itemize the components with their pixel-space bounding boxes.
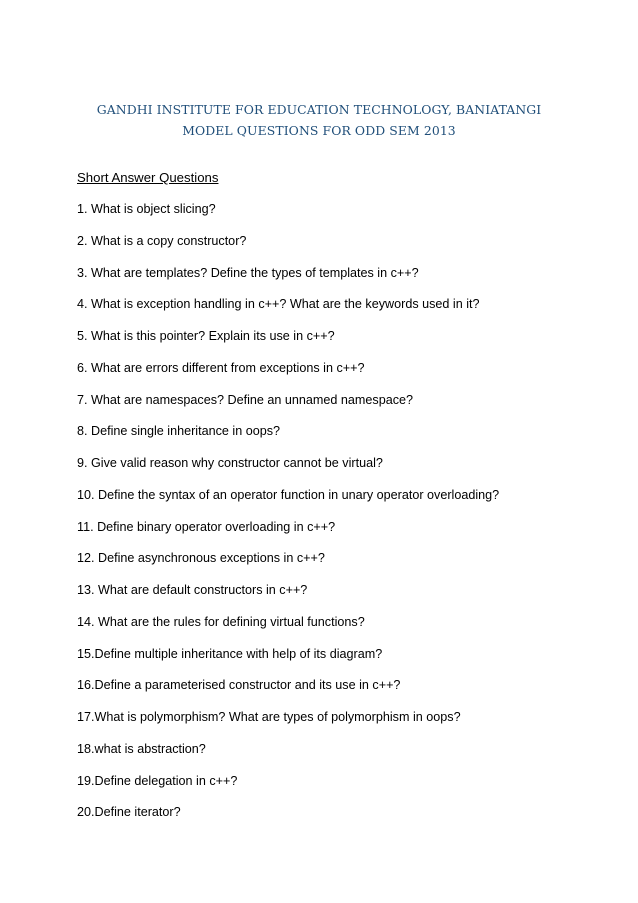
question-item: 17.What is polymorphism? What are types of polymorphism in oops? (77, 710, 461, 724)
question-item: 9. Give valid reason why constructor cannot be virtual? (77, 456, 383, 470)
question-item: 7. What are namespaces? Define an unnamed namespace? (77, 392, 414, 407)
question-item: 19.Define delegation in c++? (77, 773, 238, 788)
question-item: 11. Define binary operator overloading in c++? (77, 519, 336, 534)
question-item: 1. What is object slicing? (77, 202, 216, 216)
question-item: 12. Define asynchronous exceptions in c++? (77, 551, 325, 566)
question-item: 15.Define multiple inheritance with help of its diagram? (77, 646, 383, 661)
document-header (0, 99, 638, 141)
exam-title: MODEL QUESTIONS FOR ODD SEM 2013 (182, 123, 456, 138)
question-item: 5. What is this pointer? Explain its use in c++? (77, 329, 335, 343)
question-item: 13. What are default constructors in c++? (77, 583, 308, 597)
institute-title: GANDHI INSTITUTE FOR EDUCATION TECHNOLOGY, BANIATANGI (96, 102, 542, 117)
question-item: 16.Define a parameterised constructor and its use in c++? (77, 678, 401, 693)
question-item: 3. What are templates? Define the types of templates in c++? (77, 265, 419, 280)
question-item: 10. Define the syntax of an operator function in unary operator overloading? (77, 487, 500, 502)
section-heading: Short Answer Questions (77, 170, 219, 185)
question-list (77, 201, 499, 836)
question-item: 18.what is abstraction? (77, 741, 206, 756)
question-item: 4. What is exception handling in c++? What are the keywords used in it? (77, 297, 480, 312)
question-item: 2. What is a copy constructor? (77, 233, 247, 248)
question-item: 8. Define single inheritance in oops? (77, 424, 281, 439)
question-item: 6. What are errors different from exceptions in c++? (77, 360, 365, 375)
question-item: 20.Define iterator? (77, 805, 181, 820)
question-item: 14. What are the rules for defining virtual functions? (77, 614, 365, 629)
